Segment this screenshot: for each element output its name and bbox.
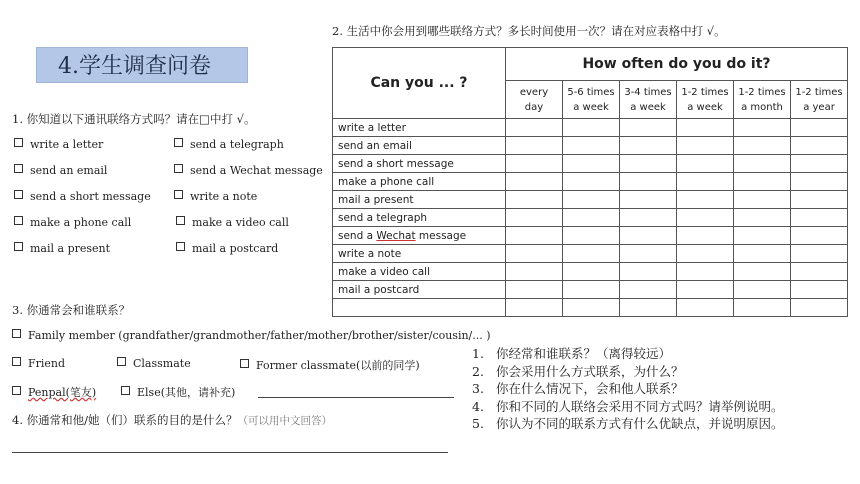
q1-option[interactable]: send a telegraph [174,138,284,151]
row-label: mail a postcard [333,281,506,299]
check-cell[interactable] [563,137,620,155]
table-row [333,227,848,245]
checkbox-icon[interactable] [14,164,23,173]
check-cell[interactable] [563,263,620,281]
check-cell[interactable] [677,263,734,281]
row-label: make a phone call [333,173,506,191]
check-cell[interactable] [677,245,734,263]
row-label: send an email [333,137,506,155]
frequency-table [332,47,848,317]
checkbox-icon[interactable] [240,359,249,368]
check-cell[interactable] [620,191,677,209]
check-cell[interactable] [677,227,734,245]
row-label: send a Wechat message [333,227,506,245]
discussion-item: 5. 你认为不同的联系方式有什么优缺点，并说明原因。 [472,416,784,431]
check-cell[interactable] [506,119,563,137]
check-cell[interactable] [563,155,620,173]
q1-option[interactable]: write a note [174,190,257,203]
check-cell[interactable] [734,191,791,209]
check-cell[interactable] [734,299,791,317]
check-cell[interactable] [677,209,734,227]
discussion-item: 3. 你在什么情况下，会和他人联系？ [472,381,684,396]
question-3-prompt: 3. 你通常会和谁联系？ [12,303,131,317]
check-cell[interactable] [563,245,620,263]
table-row [333,299,848,317]
checkbox-icon[interactable] [174,164,183,173]
q1-option[interactable]: make a video call [176,216,289,229]
check-cell[interactable] [734,245,791,263]
row-label: send a telegraph [333,209,506,227]
check-cell[interactable] [506,209,563,227]
check-cell[interactable] [563,191,620,209]
check-cell[interactable] [563,281,620,299]
check-cell[interactable] [791,299,848,317]
table-row [333,191,848,209]
check-cell[interactable] [734,119,791,137]
q1-option[interactable]: mail a present [14,242,110,255]
check-cell[interactable] [620,173,677,191]
row-label: mail a present [333,191,506,209]
check-cell[interactable] [506,227,563,245]
check-cell[interactable] [620,263,677,281]
table-group-header: How often do you do it? [506,48,848,81]
frequency-column-header: every day [506,81,563,119]
checkbox-icon[interactable] [174,138,183,147]
check-cell[interactable] [620,299,677,317]
check-cell[interactable] [677,155,734,173]
checkbox-icon[interactable] [12,357,21,366]
check-cell[interactable] [506,137,563,155]
check-cell[interactable] [791,209,848,227]
check-cell[interactable] [791,155,848,173]
table-row [333,209,848,227]
frequency-column-header: 5-6 times a week [563,81,620,119]
row-label [333,299,506,317]
discussion-item: 2. 你会采用什么方式联系，为什么？ [472,363,684,379]
check-cell[interactable] [791,173,848,191]
frequency-column-header: 1-2 times a month [734,81,791,119]
checkbox-icon[interactable] [12,329,21,338]
discussion-item: 4. 你和不同的人联络会采用不同方式吗？请举例说明。 [472,398,784,414]
check-cell[interactable] [791,245,848,263]
check-cell[interactable] [506,299,563,317]
check-cell[interactable] [677,137,734,155]
question-2-prompt: 2. 生活中你会用到哪些联络方式？多长时间使用一次？请在对应表格中打 √。 [332,24,726,38]
check-cell[interactable] [677,299,734,317]
check-cell[interactable] [620,119,677,137]
check-cell[interactable] [506,191,563,209]
discussion-item: 1. 你经常和谁联系？（离得较远） [472,346,672,361]
q3-option-penpal[interactable]: Penpal(笔友) [12,384,96,400]
row-label: make a video call [333,263,506,281]
check-cell[interactable] [620,245,677,263]
else-answer-line[interactable] [258,397,454,398]
q3-option-former[interactable]: Former classmate(以前的同学) [240,357,420,373]
check-cell[interactable] [734,209,791,227]
q3-option-classmate[interactable]: Classmate [117,357,191,370]
checkbox-icon[interactable] [14,138,23,147]
check-cell[interactable] [620,209,677,227]
table-row [333,173,848,191]
q3-option-friend[interactable]: Friend [12,357,65,370]
check-cell[interactable] [620,137,677,155]
q1-option[interactable]: send a Wechat message [174,164,323,177]
q1-option[interactable]: write a letter [14,138,103,151]
check-cell[interactable] [563,173,620,191]
q1-option[interactable]: send a short message [14,190,151,203]
check-cell[interactable] [506,173,563,191]
check-cell[interactable] [506,263,563,281]
q4-answer-line[interactable] [12,452,448,453]
check-cell[interactable] [677,119,734,137]
checkbox-icon[interactable] [176,242,185,251]
checkbox-icon[interactable] [12,386,21,395]
check-cell[interactable] [620,281,677,299]
checkbox-icon[interactable] [14,242,23,251]
discussion-questions [472,345,784,433]
check-cell[interactable] [734,227,791,245]
check-cell[interactable] [620,155,677,173]
check-cell[interactable] [677,173,734,191]
check-cell[interactable] [563,227,620,245]
check-cell[interactable] [791,227,848,245]
table-row [333,155,848,173]
question-1-prompt: 1. 你知道以下通讯联络方式吗？请在□中打 √。 [12,112,256,126]
check-cell[interactable] [563,119,620,137]
checkbox-icon[interactable] [121,386,130,395]
table-row [333,245,848,263]
check-cell[interactable] [563,209,620,227]
question-4-prompt: 4. 你通常和他/她（们）联系的目的是什么？（可以用中文回答） [12,413,332,427]
frequency-column-header: 1-2 times a week [677,81,734,119]
check-cell[interactable] [791,119,848,137]
frequency-column-header: 1-2 times a year [791,81,848,119]
table-corner-header: Can you ... ? [333,48,506,119]
row-label: write a letter [333,119,506,137]
check-cell[interactable] [791,137,848,155]
check-cell[interactable] [677,191,734,209]
table-row [333,263,848,281]
row-label: write a note [333,245,506,263]
check-cell[interactable] [734,137,791,155]
check-cell[interactable] [791,191,848,209]
check-cell[interactable] [791,281,848,299]
q1-option[interactable]: mail a postcard [176,242,278,255]
check-cell[interactable] [734,155,791,173]
check-cell[interactable] [734,263,791,281]
table-row [333,137,848,155]
checkbox-icon[interactable] [14,190,23,199]
checkbox-icon[interactable] [176,216,185,225]
checkbox-icon[interactable] [117,357,126,366]
q1-option[interactable]: send an email [14,164,107,177]
check-cell[interactable] [791,263,848,281]
table-row [333,119,848,137]
table-row [333,281,848,299]
check-cell[interactable] [563,299,620,317]
q3-option-family[interactable]: Family member (grandfather/grandmother/father/mother/brother/sister/cousin/... ) [12,329,491,342]
frequency-column-header: 3-4 times a week [620,81,677,119]
check-cell[interactable] [734,281,791,299]
q3-option-else[interactable]: Else(其他，请补充) [121,384,235,400]
page-title: 4.学生调查问卷 [58,54,211,79]
checkbox-icon[interactable] [14,216,23,225]
q1-option[interactable]: make a phone call [14,216,131,229]
check-cell[interactable] [620,227,677,245]
check-cell[interactable] [506,281,563,299]
check-cell[interactable] [506,155,563,173]
check-cell[interactable] [677,281,734,299]
checkbox-icon[interactable] [174,190,183,199]
row-label: send a short message [333,155,506,173]
check-cell[interactable] [734,173,791,191]
check-cell[interactable] [506,245,563,263]
